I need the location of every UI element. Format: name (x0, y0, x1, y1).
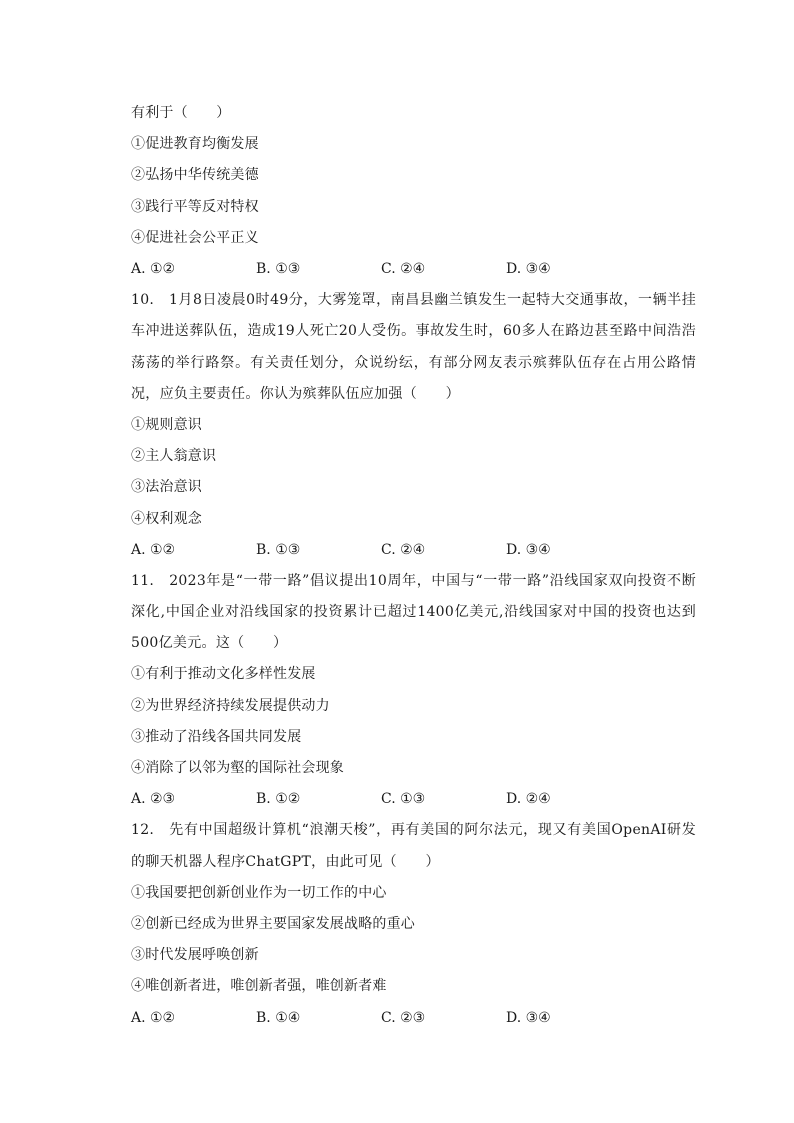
question-12-item-2: ②创新已经成为世界主要国家发展战略的重心 (131, 916, 415, 933)
question-11-item-4: ④消除了以邻为壑的国际社会现象 (131, 760, 344, 777)
exam-page (131, 98, 696, 1034)
question-9-item-3: ③践行平等反对特权 (131, 198, 259, 215)
question-10-item-1: ①规则意识 (131, 416, 202, 433)
option-a[interactable]: A. ①② (131, 260, 176, 277)
question-9-item-2: ②弘扬中华传统美德 (131, 167, 259, 184)
question-10-item-4: ④权利观念 (131, 510, 202, 527)
option-c[interactable]: C. ②③ (381, 1009, 426, 1026)
question-11-options (131, 784, 696, 815)
question-10-options (131, 535, 696, 566)
option-d[interactable]: D. ③④ (506, 541, 551, 558)
option-a[interactable]: A. ②③ (131, 791, 176, 808)
question-11-item-1: ①有利于推动文化多样性发展 (131, 666, 316, 683)
question-10 (131, 285, 696, 566)
question-12-item-4: ④唯创新者进，唯创新者强，唯创新者难 (131, 978, 387, 995)
question-12 (131, 815, 696, 1033)
question-10-stem: 10. 1月8日凌晨0时49分，大雾笼罩，南昌县幽兰镇发生一起特大交通事故，一辆半挂车冲进送葬队伍，造成19人死亡20人受伤。事故发生时，60多人在路边甚至路中间浩浩荡荡的举行路祭。有关责任划分，众说纷纭，有部分网友表示殡葬队伍存在占用公路情况，应负主要责任。你认为殡葬队伍应加强（ ） (131, 292, 696, 402)
option-b[interactable]: B. ①④ (256, 1009, 301, 1026)
question-9-item-1: ①促进教育均衡发展 (131, 136, 259, 153)
option-c[interactable]: C. ②④ (381, 541, 426, 558)
option-d[interactable]: D. ③④ (506, 260, 551, 277)
question-12-item-1: ①我国要把创新创业作为一切工作的中心 (131, 884, 387, 901)
question-11-item-3: ③推动了沿线各国共同发展 (131, 728, 302, 745)
question-12-item-3: ③时代发展呼唤创新 (131, 947, 259, 964)
question-12-stem: 12. 先有中国超级计算机“浪潮天梭”，再有美国的阿尔法元，现又有美国OpenAI研发的聊天机器人程序ChatGPT，由此可见（ ） (131, 822, 696, 870)
question-9-stem-tail: 有利于（ ） (131, 105, 231, 121)
question-10-item-2: ②主人翁意识 (131, 448, 217, 465)
option-b[interactable]: B. ①③ (256, 541, 301, 558)
question-9-options (131, 254, 696, 285)
question-9-item-4: ④促进社会公平正义 (131, 229, 259, 246)
option-a[interactable]: A. ①② (131, 1009, 176, 1026)
question-9 (131, 98, 696, 285)
question-11-item-2: ②为世界经济持续发展提供动力 (131, 697, 330, 714)
question-10-item-3: ③法治意识 (131, 479, 202, 496)
option-c[interactable]: C. ①③ (381, 791, 426, 808)
option-b[interactable]: B. ①③ (256, 260, 301, 277)
question-12-options (131, 1003, 696, 1034)
question-11-stem: 11. 2023年是“一带一路”倡议提出10周年，中国与“一带一路”沿线国家双向投资不断深化,中国企业对沿线国家的投资累计已超过1400亿美元,沿线国家对中国的投资也达到500亿美元。这（ ） (131, 572, 696, 652)
option-b[interactable]: B. ①② (256, 791, 301, 808)
question-11 (131, 566, 696, 816)
option-c[interactable]: C. ②④ (381, 260, 426, 277)
option-a[interactable]: A. ①② (131, 541, 176, 558)
option-d[interactable]: D. ③④ (506, 1009, 551, 1026)
option-d[interactable]: D. ②④ (506, 791, 551, 808)
